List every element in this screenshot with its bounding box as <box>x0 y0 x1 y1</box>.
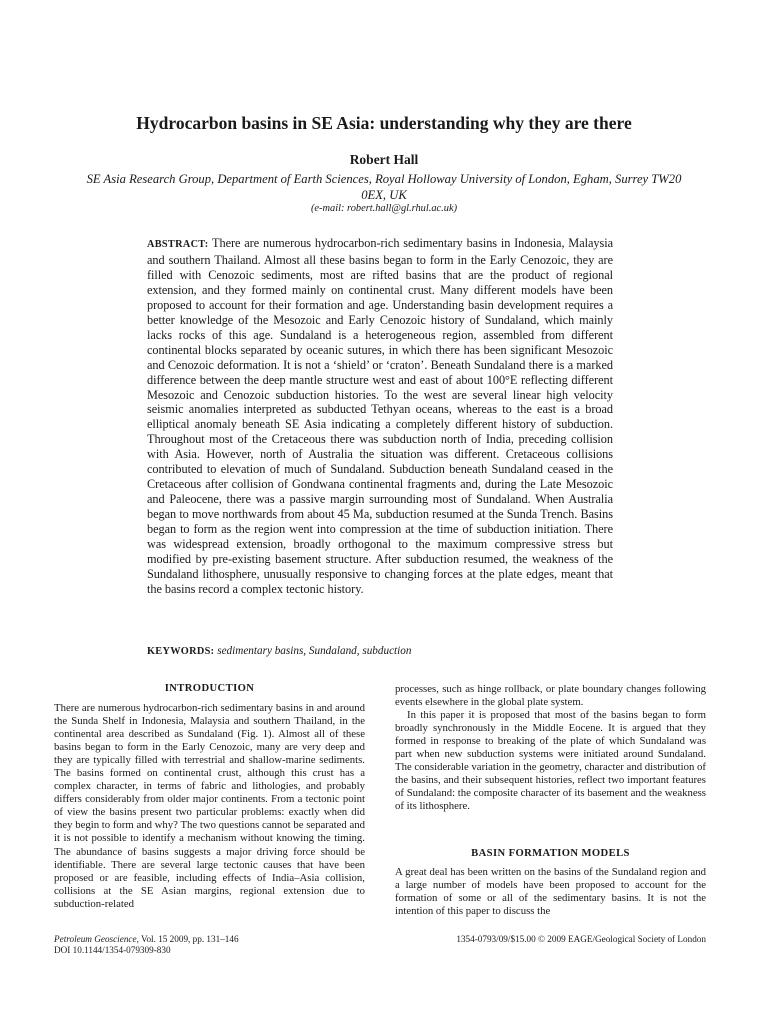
author-name: Robert Hall <box>349 152 419 167</box>
introduction-paragraph-1-continued: processes, such as hinge rollback, or plate boundary changes following events elsewhere in the global plate system. <box>395 683 706 709</box>
journal-citation: , Vol. 15 2009, pp. 131–146 <box>136 934 239 944</box>
basin-models-heading: BASIN FORMATION MODELS <box>471 848 630 859</box>
paper-title: Hydrocarbon basins in SE Asia: understanding why they are there <box>136 113 632 133</box>
abstract <box>147 236 613 597</box>
journal-name: Petroleum Geoscience <box>54 934 137 944</box>
keywords <box>147 645 613 657</box>
basin-models-paragraph-1: A great deal has been written on the basins of the Sundaland region and a large number of models have been proposed to account for the formation of some or all of the sedimentary basins. It is not the intention of this paper to discuss the <box>395 866 706 918</box>
footer-copyright: 1354-0793/09/$15.00 © 2009 EAGE/Geological Society of London <box>456 934 706 944</box>
keywords-label: KEYWORDS: <box>147 646 215 657</box>
abstract-label: ABSTRACT: <box>147 239 209 250</box>
doi[interactable]: DOI 10.1144/1354-079309-830 <box>54 945 171 956</box>
footer-citation <box>54 934 384 956</box>
introduction-paragraph-1: There are numerous hydrocarbon-rich sedimentary basins in and around the Sunda Shelf in Indonesia, Malaysia and southern Thailand, in the continental area described as Sundaland (Fig. 1). Almost all of these basins began to form in the Early Cenozoic, many are very deep and they are typically filled with terrestrial and shallow-marine sediments. The basins formed on continental crust, although this crust has a complex character, in terms of fabric and lithologies, and probably differs considerably from older major continents. From a tectonic point of view the basins present two particular problems: exactly when did they begin to form and why? The two questions cannot be separated and it is not possible to identify a mechanism without knowing the timing. The abundance of basins suggests a major driving force should be identifiable. There are several large tectonic causes that have been proposed or are feasible, including effects of India–Asia collision, collisions at the SE Asian margins, regional extension due to subduction-related <box>54 702 365 910</box>
introduction-heading: INTRODUCTION <box>164 683 255 694</box>
right-column-top <box>395 683 706 813</box>
introduction-paragraph-2: In this paper it is proposed that most of the basins began to form broadly synchronously in the Middle Eocene. It is argued that they formed in response to breaking of the plate of which Sundaland was part when new subduction systems were initiated around Sundaland. The considerable variation in the geometry, character and distribution of the basins, and their subsequent histories, reflect two important features of Sundaland: the composite character of its basement and the weakness of its lithosphere. <box>395 709 706 813</box>
author-affiliation: SE Asia Research Group, Department of Earth Sciences, Royal Holloway University of London, Egham, Surrey TW20 0EX, UK <box>86 172 682 202</box>
keywords-text: sedimentary basins, Sundaland, subduction <box>217 645 412 657</box>
author-email[interactable]: (e-mail: robert.hall@gl.rhul.ac.uk) <box>310 203 458 214</box>
abstract-text: There are numerous hydrocarbon-rich sedimentary basins in Indonesia, Malaysia and southern Thailand. Almost all these basins began to form in the Early Cenozoic, they are filled with Cenozoic sediments, most are rifted basins that are the product of regional extension, and they formed mainly on continental crust. Many different models have been proposed to account for their formation and age. Understanding basin development requires a better knowledge of the Mesozoic and Early Cenozoic history of Sundaland, which mainly lacks rocks of this age. Sundaland is a heterogeneous region, assembled from different continental blocks separated by oceanic sutures, in which there has been significant Mesozoic and Cenozoic deformation. It is not a ‘shield’ or ‘craton’. Beneath Sundaland there is a marked difference between the deep mantle structure west and east of about 100°E reflecting different Mesozoic and Cenozoic subduction histories. To the west are several linear high velocity seismic anomalies interpreted as subducted Tethyan oceans, whereas to the east is a broad elliptical anomaly beneath SE Asia indicating a completely different history of subduction. Throughout most of the Cretaceous there was subduction north of India, preceding collision with Asia. However, north of Australia the situation was different. Cretaceous collisions contributed to elevation of much of Sundaland. Subduction beneath Sundaland ceased in the Cretaceous after collision of Gondwana continental fragments and, during the Late Mesozoic and Paleocene, there was a passive margin surrounding most of Sundaland. When Australia began to move northwards from about 45 Ma, subduction resumed at the Sunda Trench. Basins began to form as the region went into compression at the time of subduction initiation. There was widespread extension, broadly orthogonal to the maximum compressive stress but modified by pre-existing basement structure. After subduction resumed, the weakness of the Sundaland lithosphere, unusually responsive to changing forces at the plate edges, meant that the basins record a complex tectonic history. <box>147 236 613 596</box>
